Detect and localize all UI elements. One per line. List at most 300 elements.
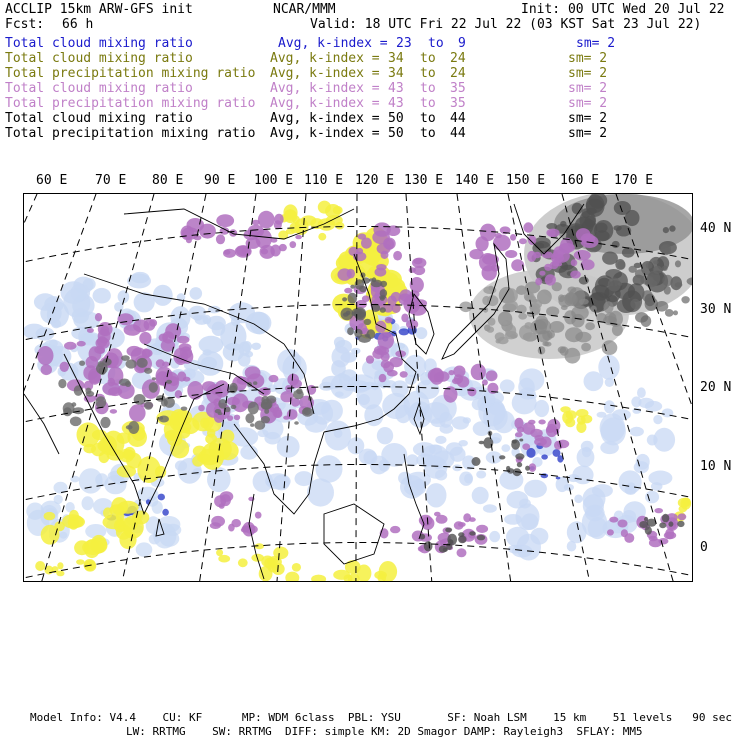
cloud-high-dark	[424, 541, 433, 551]
cloud-upper	[556, 262, 562, 266]
cloud-mid	[35, 561, 45, 571]
cloud-high-dark	[479, 441, 485, 445]
cloud-upper	[428, 369, 444, 383]
cloud-mid	[155, 466, 166, 478]
legend-field-label: Total precipitation mixing ratio	[5, 126, 256, 141]
cloud-upper	[457, 548, 467, 557]
cloud-high-dark	[166, 380, 172, 384]
cloud-upper	[609, 517, 618, 523]
cloud-upper	[654, 508, 663, 513]
cloud-high-dark	[248, 402, 259, 415]
legend-smoothing: sm= 2	[568, 96, 608, 111]
cloud-low	[653, 415, 662, 424]
cloud-mid	[117, 433, 131, 444]
cloud-high-dark	[294, 421, 299, 425]
cloud-upper	[269, 375, 279, 382]
longitude-label: 60 E	[36, 173, 68, 188]
cloud-low	[325, 421, 352, 451]
legend-k-end: 24	[450, 51, 466, 66]
cloud-high-dark	[525, 466, 530, 471]
cloud-upper	[234, 415, 240, 421]
cloud-upper	[60, 362, 69, 372]
cloud-upper	[187, 218, 205, 232]
cloud-upper	[510, 234, 516, 241]
cloud-high	[630, 299, 640, 309]
cloud-upper	[519, 238, 527, 244]
cloud-upper	[436, 515, 448, 524]
cloud-upper	[379, 374, 387, 382]
cloud-high	[524, 322, 532, 329]
cloud-high	[608, 278, 621, 292]
cloud-mid	[576, 421, 586, 433]
cloud-high-dark	[354, 329, 362, 338]
cloud-high	[459, 302, 472, 313]
cloud-upper	[88, 371, 100, 384]
fcst-value: 66 h	[62, 17, 94, 32]
cloud-upper	[533, 252, 541, 258]
cloud-mid	[116, 525, 131, 540]
cloud-upper	[216, 214, 234, 227]
cloud-high-dark	[663, 227, 669, 233]
cloud-high-dark	[261, 416, 270, 423]
legend-k-end: 9	[458, 36, 466, 51]
cloud-mid	[292, 563, 301, 572]
cloud-low	[582, 447, 591, 458]
cloud-high	[646, 262, 653, 269]
cloud-low	[501, 444, 510, 452]
cloud-upper	[97, 336, 107, 347]
cloud-high-dark	[342, 297, 347, 301]
cloud-low	[34, 293, 57, 310]
cloud-high-dark	[517, 462, 522, 467]
cloud-upper	[479, 253, 497, 271]
cloud-high-dark	[95, 396, 106, 408]
cloud-high	[568, 287, 585, 307]
legend-avg-label: Avg, k-index =	[270, 81, 380, 96]
cloud-upper	[377, 347, 389, 356]
legend-to: to	[420, 96, 436, 111]
cloud-low	[277, 349, 301, 375]
legend-field-label: Total cloud mixing ratio	[5, 36, 193, 51]
cloud-mid	[318, 201, 331, 214]
cloud-high-dark	[535, 243, 544, 249]
cloud-low	[489, 531, 500, 542]
cloud-high-dark	[100, 417, 110, 428]
cloud-upper	[514, 418, 523, 429]
cloud-low	[604, 400, 615, 413]
cloud-low	[605, 378, 614, 387]
legend-smoothing: sm= 2	[568, 126, 608, 141]
cloud-low	[630, 427, 644, 437]
cloud-upper	[544, 264, 552, 271]
title-left: ACCLIP 15km ARW-GFS init	[5, 2, 193, 17]
cloud-upper	[535, 278, 542, 286]
cloud-low	[600, 441, 619, 454]
cloud-low	[316, 455, 343, 482]
cloud-upper	[471, 364, 486, 380]
cloud-mid	[285, 209, 296, 219]
legend-k-start: 34	[388, 66, 404, 81]
cloud-upper	[377, 243, 391, 254]
legend-avg-label: Avg, k-index =	[270, 126, 380, 141]
cloud-high	[496, 339, 501, 344]
longitude-label: 170 E	[614, 173, 654, 188]
cloud-high-dark	[79, 361, 85, 366]
cloud-high-dark	[253, 381, 257, 385]
cloud-upper	[515, 432, 523, 437]
longitude-label: 80 E	[152, 173, 184, 188]
latitude-label: 30 N	[700, 302, 732, 317]
cloud-upper	[393, 251, 402, 261]
cloud-low	[312, 402, 333, 425]
cloud-upper	[255, 512, 262, 519]
legend-k-start: 43	[388, 96, 404, 111]
legend-smoothing: sm= 2	[568, 111, 608, 126]
cloud-mid	[218, 555, 230, 563]
cloud-upper	[538, 420, 545, 425]
longitude-label: 110 E	[304, 173, 344, 188]
cloud-low-dark	[556, 477, 561, 480]
cloud-high	[549, 321, 564, 333]
cloud-mid	[576, 409, 589, 417]
cloud-high-dark	[380, 307, 386, 313]
longitude-label: 150 E	[506, 173, 546, 188]
cloud-high-dark	[144, 368, 152, 374]
cloud-high-dark	[126, 359, 137, 368]
cloud-low	[416, 327, 428, 339]
cloud-upper	[223, 249, 236, 258]
cloud-mid	[238, 558, 248, 567]
cloud-high-dark	[613, 225, 621, 231]
cloud-upper	[458, 522, 466, 527]
cloud-upper	[210, 522, 221, 529]
cloud-high-dark	[472, 457, 481, 466]
cloud-high-dark	[303, 407, 311, 415]
legend-to: to	[420, 81, 436, 96]
cloud-upper	[539, 271, 545, 276]
cloud-upper	[400, 371, 408, 378]
cloud-low	[574, 495, 582, 504]
cloud-high-dark	[58, 379, 66, 388]
cloud-high	[487, 326, 495, 332]
legend-to: to	[420, 66, 436, 81]
cloud-low	[245, 312, 271, 334]
cloud-low	[61, 281, 87, 304]
cloud-upper	[571, 259, 578, 266]
cloud-low	[516, 534, 541, 561]
cloud-high	[591, 306, 597, 312]
cloud-high-dark	[477, 535, 485, 541]
cloud-upper	[400, 289, 412, 301]
cloud-high	[675, 282, 683, 287]
cloud-mid	[318, 233, 326, 241]
cloud-upper	[390, 526, 400, 533]
cloud-low	[251, 343, 261, 350]
cloud-high	[558, 346, 566, 353]
cloud-mid	[126, 453, 142, 469]
cloud-low	[220, 322, 246, 351]
cloud-upper	[554, 441, 563, 450]
cloud-high-dark	[594, 220, 613, 241]
cloud-upper	[658, 538, 668, 544]
cloud-low	[653, 428, 675, 452]
cloud-upper	[291, 398, 300, 407]
cloud-high	[647, 271, 660, 286]
cloud-low	[519, 368, 544, 391]
legend-k-start: 50	[388, 111, 404, 126]
legend-to: to	[428, 36, 444, 51]
latitude-label: 40 N	[700, 221, 732, 236]
cloud-upper	[552, 249, 570, 263]
cloud-high	[544, 342, 551, 347]
cloud-high-dark	[72, 402, 77, 406]
cloud-low	[341, 352, 357, 363]
cloud-low-dark	[541, 454, 548, 459]
longitude-label: 160 E	[560, 173, 600, 188]
cloud-upper	[227, 397, 240, 406]
cloud-mid	[68, 517, 79, 530]
cloud-high-dark	[86, 391, 95, 397]
cloud-upper	[523, 222, 533, 232]
cloud-high-dark	[499, 455, 505, 459]
cloud-high-dark	[296, 388, 302, 394]
cloud-high-dark	[231, 405, 237, 409]
cloud-upper	[290, 241, 297, 248]
cloud-high-dark	[458, 532, 464, 537]
legend-to: to	[420, 111, 436, 126]
cloud-high-dark	[250, 423, 254, 427]
cloud-upper	[545, 274, 556, 285]
cloud-upper	[229, 229, 237, 236]
cloud-upper	[87, 328, 94, 333]
cloud-upper	[366, 355, 374, 363]
valid-time: Valid: 18 UTC Fri 22 Jul 22 (03 KST Sat 23 Jul 22)	[310, 17, 702, 32]
cloud-low	[524, 480, 547, 498]
cloud-low	[585, 505, 605, 522]
legend-avg-label: Avg, k-index =	[270, 111, 380, 126]
cloud-high-dark	[668, 521, 673, 526]
cloud-high-dark	[446, 543, 452, 550]
cloud-high-dark	[379, 295, 386, 299]
cloud-low	[567, 521, 587, 543]
cloud-low	[483, 403, 508, 430]
cloud-high-dark	[99, 367, 106, 375]
legend-field-label: Total precipitation mixing ratio	[5, 96, 256, 111]
legend-field-label: Total cloud mixing ratio	[5, 81, 193, 96]
cloud-mid	[344, 575, 353, 583]
cloud-mid	[379, 561, 397, 582]
cloud-high-dark	[350, 285, 355, 289]
cloud-high-dark	[445, 528, 452, 533]
cloud-high-dark	[469, 531, 476, 535]
cloud-low	[400, 475, 424, 499]
legend-smoothing: sm= 2	[568, 51, 608, 66]
cloud-low	[203, 349, 212, 355]
cloud-high-dark	[359, 286, 367, 292]
cloud-upper	[183, 377, 191, 382]
cloud-mid	[216, 549, 223, 556]
cloud-high	[653, 260, 659, 264]
longitude-label: 90 E	[204, 173, 236, 188]
cloud-high-dark	[662, 514, 669, 523]
cloud-upper	[175, 390, 182, 398]
cloud-upper	[413, 258, 422, 264]
cloud-low	[377, 427, 393, 444]
legend-avg-label: Avg, k-index =	[270, 96, 380, 111]
cloud-low	[632, 408, 641, 414]
init-time: Init: 00 UTC Wed 20 Jul 22	[521, 2, 725, 17]
model-info-line2: LW: RRTMG SW: RRTMG DIFF: simple KM: 2D Smagor DAMP: Rayleigh3 SFLAY: MM5	[126, 725, 643, 738]
cloud-low	[452, 416, 469, 429]
cloud-high	[673, 310, 678, 315]
cloud-high-dark	[622, 247, 635, 257]
cloud-mid	[345, 560, 361, 574]
longitude-label: 130 E	[404, 173, 444, 188]
cloud-low-dark	[162, 509, 169, 516]
cloud-high-dark	[614, 201, 631, 215]
legend-k-end: 35	[450, 96, 466, 111]
latitude-label: 20 N	[700, 380, 732, 395]
cloud-high	[561, 305, 568, 310]
cloud-low	[190, 287, 203, 300]
cloud-upper	[540, 437, 551, 448]
cloud-low	[572, 466, 593, 485]
cloud-high	[518, 313, 527, 320]
cloud-low	[203, 315, 212, 325]
cloud-high-dark	[152, 377, 156, 380]
cloud-low	[472, 487, 489, 504]
legend-field-label: Total cloud mixing ratio	[5, 51, 193, 66]
cloud-mid	[107, 449, 125, 460]
cloud-mid	[99, 452, 110, 463]
legend-k-start: 34	[388, 51, 404, 66]
cloud-mid	[562, 411, 573, 424]
cloud-high	[581, 343, 591, 352]
cloud-high-dark	[63, 407, 72, 416]
cloud-high	[546, 306, 559, 316]
cloud-low	[435, 470, 447, 481]
cloud-low	[343, 375, 350, 381]
cloud-high	[505, 288, 518, 303]
legend-field-label: Total cloud mixing ratio	[5, 111, 193, 126]
cloud-high-dark	[70, 417, 82, 427]
cloud-mid	[311, 575, 326, 582]
longitude-label: 100 E	[254, 173, 294, 188]
cloud-high-dark	[348, 293, 358, 304]
legend-k-end: 24	[450, 66, 466, 81]
cloud-upper	[665, 528, 674, 539]
legend-k-end: 35	[450, 81, 466, 96]
cloud-upper	[41, 364, 52, 375]
cloud-upper	[469, 517, 476, 522]
cloud-mid	[41, 525, 60, 545]
legend-k-end: 44	[450, 126, 466, 141]
cloud-high	[665, 309, 674, 317]
cloud-high	[596, 313, 607, 322]
cloud-high-dark	[245, 413, 254, 423]
cloud-low	[631, 396, 641, 407]
cloud-upper	[156, 359, 165, 367]
cloud-upper	[295, 235, 302, 239]
legend-k-end: 44	[450, 111, 466, 126]
cloud-high-dark	[579, 277, 589, 285]
legend-smoothing: sm= 2	[568, 81, 608, 96]
cloud-high	[602, 340, 618, 355]
cloud-low	[334, 337, 345, 348]
cloud-high	[575, 332, 591, 343]
cloud-low	[104, 475, 126, 494]
cloud-mid	[285, 572, 299, 582]
cloud-low	[601, 418, 626, 446]
cloud-low	[619, 470, 642, 494]
cloud-upper	[77, 341, 86, 347]
legend-avg-label: Avg, k-index =	[278, 36, 388, 51]
cloud-upper	[338, 268, 352, 280]
cloud-upper	[187, 381, 203, 400]
cloud-low	[519, 499, 531, 509]
cloud-high-dark	[519, 439, 523, 442]
cloud-low	[464, 474, 473, 484]
cloud-high-dark	[515, 453, 524, 459]
cloud-high-dark	[365, 334, 370, 338]
cloud-high-dark	[144, 401, 153, 410]
coastline	[324, 504, 384, 564]
cloud-high-dark	[264, 409, 269, 414]
cloud-upper	[385, 317, 393, 323]
cloud-upper	[270, 245, 280, 257]
cloud-high	[527, 312, 536, 318]
legend-to: to	[420, 126, 436, 141]
legend-field-label: Total precipitation mixing ratio	[5, 66, 256, 81]
cloud-high-dark	[341, 308, 354, 321]
cloud-low	[136, 542, 153, 556]
legend-k-start: 23	[396, 36, 412, 51]
cloud-low	[175, 460, 187, 471]
cloud-mid	[76, 559, 84, 565]
cloud-low	[483, 504, 497, 513]
cloud-low	[637, 387, 646, 398]
cloud-upper	[358, 234, 366, 240]
cloud-high-dark	[511, 439, 520, 449]
cloud-high	[629, 266, 637, 273]
cloud-mid	[180, 418, 199, 435]
latitude-label: 0	[700, 540, 708, 555]
cloud-upper	[618, 520, 628, 528]
legend-k-start: 50	[388, 126, 404, 141]
cloud-upper	[344, 288, 352, 294]
cloud-high-dark	[586, 208, 596, 215]
cloud-low-dark	[158, 494, 165, 501]
cloud-high-dark	[602, 252, 618, 265]
cloud-low	[426, 483, 447, 507]
cloud-high-dark	[149, 382, 158, 393]
cloud-high	[534, 319, 552, 335]
cloud-upper	[127, 346, 142, 357]
cloud-upper	[228, 524, 235, 532]
cloud-upper	[476, 525, 488, 533]
cloud-low	[70, 476, 79, 483]
longitude-label: 140 E	[455, 173, 495, 188]
cloud-low	[93, 288, 111, 304]
cloud-upper	[468, 387, 477, 396]
cloud-low	[519, 388, 535, 400]
cloud-mid	[57, 562, 63, 569]
cloud-mid	[82, 540, 104, 555]
cloud-high	[662, 275, 673, 286]
cloud-high-dark	[677, 521, 684, 527]
cloud-mid	[267, 558, 278, 565]
cloud-mid	[44, 512, 56, 520]
